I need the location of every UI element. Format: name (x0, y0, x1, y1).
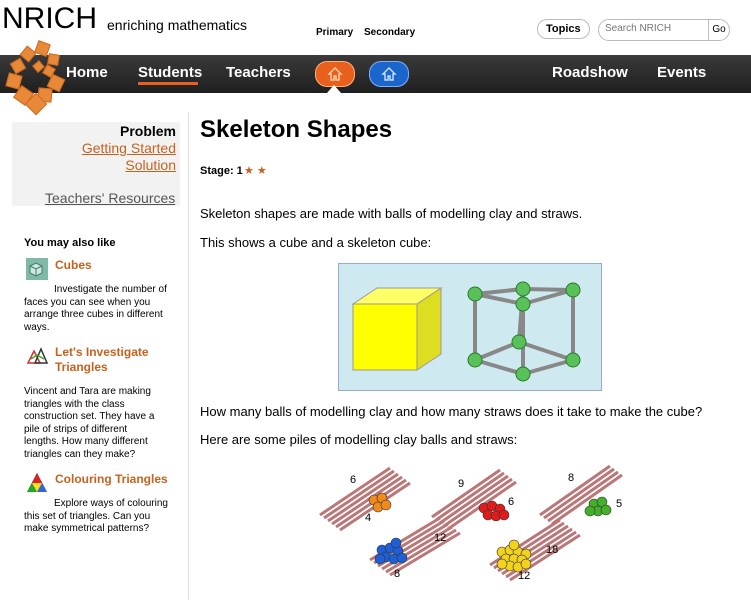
piles-figure (310, 460, 640, 590)
secondary-home-button[interactable] (369, 61, 409, 87)
pile-2-balls: 8 (394, 568, 401, 580)
tab-problem: Problem (119, 123, 176, 139)
page-title: Skeleton Shapes (200, 116, 393, 143)
cube-figure (338, 263, 602, 391)
nav-roadshow[interactable]: Roadshow (552, 64, 628, 81)
pile-1-balls: 4 (365, 512, 372, 524)
pile-3-straws: 9 (458, 478, 465, 490)
nav-students-active-indicator (138, 82, 198, 85)
topics-button[interactable]: Topics (537, 19, 590, 39)
related-triangles-desc: Vincent and Tara are making triangles with the class construction set. They have a pile of strips of different lengths. How many different triangles can they make? (24, 386, 155, 460)
primary-home-button[interactable] (315, 61, 355, 87)
stage-stars: ★ ★ (244, 165, 267, 177)
nav-students[interactable]: Students (138, 64, 203, 81)
pile-1-straws: 6 (350, 474, 357, 486)
related-colouring-link[interactable]: Colouring Triangles (55, 472, 168, 486)
piles-caption: Here are some piles of modelling clay balls and straws: (200, 432, 518, 447)
search-go-button[interactable]: Go (708, 20, 729, 40)
search-box (598, 19, 730, 41)
related-colouring-desc: Explore ways of colouring this set of triangles. Can you make symmetrical patterns? (24, 498, 168, 534)
clay-and-straws-illustration (310, 460, 640, 590)
site-tagline: enriching mathematics (107, 17, 248, 33)
related-cubes-desc: Investigate the number of faces you can see when you arrange three cubes in different ways. (24, 284, 167, 333)
pile-4-straws: 18 (546, 544, 559, 556)
tab-getting-started[interactable]: Getting Started (81, 140, 176, 156)
colouring-triangles-icon[interactable] (26, 472, 48, 494)
nav-home[interactable]: Home (66, 64, 108, 81)
tab-solution[interactable]: Solution (125, 157, 176, 173)
search-input[interactable] (603, 22, 707, 35)
home-icon (327, 66, 343, 82)
question-paragraph: How many balls of modelling clay and how many straws does it take to make the cube? (200, 404, 703, 419)
pile-5-straws: 8 (568, 472, 575, 484)
pile-4-balls: 12 (518, 570, 531, 582)
tab-teachers-resources[interactable]: Teachers' Resources (45, 190, 176, 206)
triangles-icon[interactable] (26, 345, 48, 367)
site-logo-text[interactable]: NRICH (2, 2, 97, 35)
primary-pointer (327, 85, 341, 93)
pile-3-balls: 6 (508, 496, 515, 508)
intro-paragraph: Skeleton shapes are made with balls of modelling clay and straws. (200, 206, 583, 221)
also-like-heading: You may also like (24, 237, 116, 249)
column-divider (188, 112, 189, 600)
pile-5-balls: 5 (616, 498, 623, 510)
nrich-logo-icon[interactable] (4, 40, 62, 112)
primary-label: Primary (316, 27, 354, 38)
related-cubes-link[interactable]: Cubes (55, 258, 92, 272)
cubes-icon[interactable] (26, 258, 48, 280)
secondary-label: Secondary (364, 27, 416, 38)
nav-teachers[interactable]: Teachers (226, 64, 291, 81)
pile-2-straws: 12 (434, 532, 447, 544)
cube-and-skeleton-illustration (339, 264, 601, 390)
stage-label: Stage: 1 (200, 165, 243, 177)
related-triangles-link[interactable]: Let's Investigate Triangles (55, 345, 149, 374)
cube-caption: This shows a cube and a skeleton cube: (200, 235, 432, 250)
home-icon (381, 66, 397, 82)
nav-events[interactable]: Events (657, 64, 707, 81)
